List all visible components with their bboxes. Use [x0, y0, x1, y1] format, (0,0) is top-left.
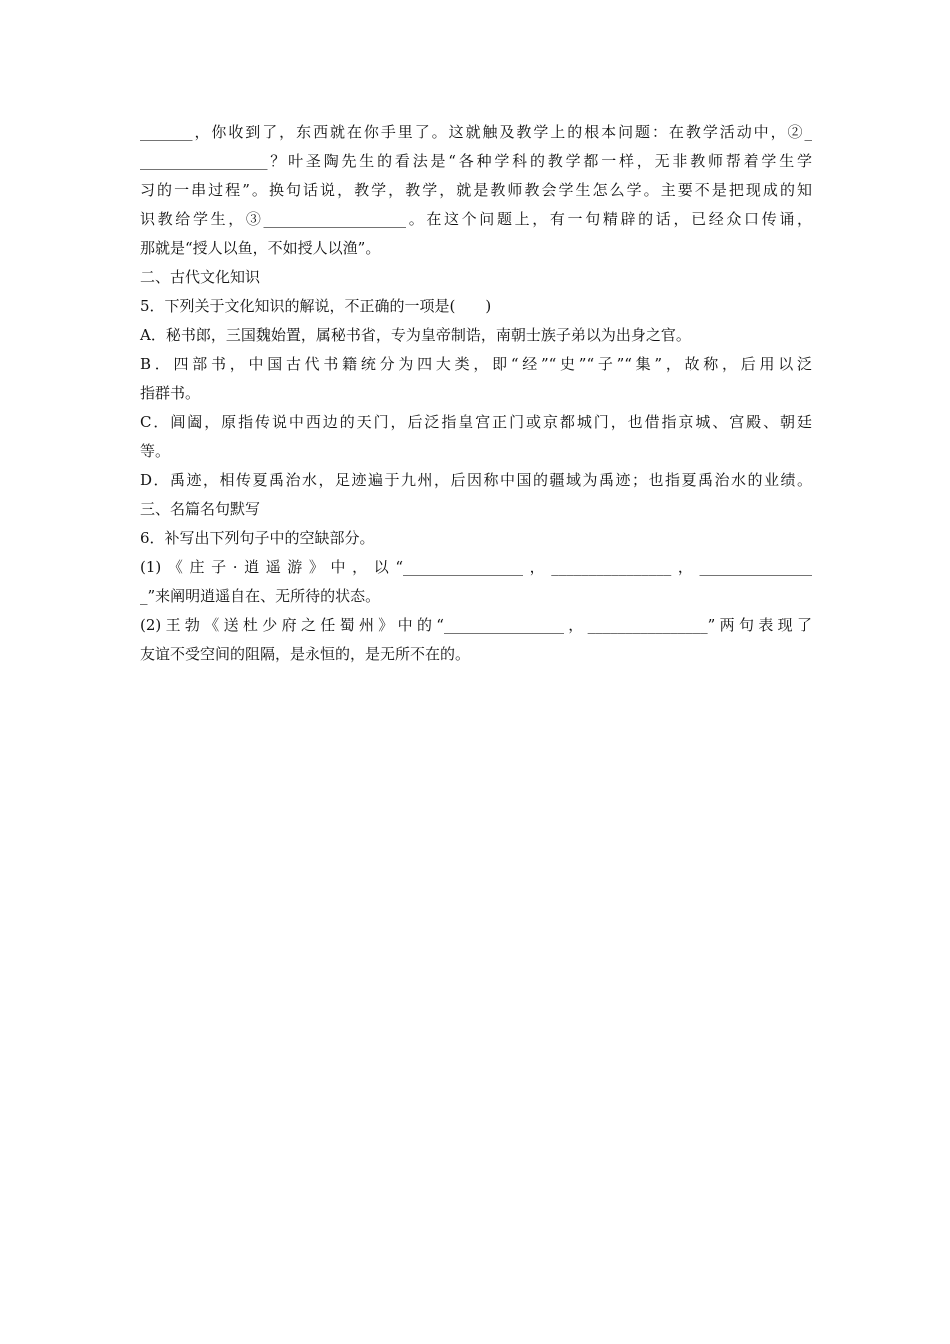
paragraph-line-3: 习的一串过程”。换句话说，教学，教学，就是教师教会学生怎么学。主要不是把现成的知	[140, 181, 812, 199]
option-d: D．禹迹，相传夏禹治水，足迹遍于九州，后因称中国的疆域为禹迹；也指夏禹治水的业绩。	[140, 471, 812, 489]
section-heading-dictation: 三、名篇名句默写	[140, 500, 261, 518]
paragraph-line-2: _________________？叶圣陶先生的看法是“各种学科的教学都一样，无非教师帮着学生学	[140, 152, 812, 170]
paragraph-line-1: _______，你收到了，东西就在你手里了。这就触及教学上的根本问题：在教学活动中，②_	[140, 123, 812, 141]
option-b-line-1: B．四部书，中国古代书籍统分为四大类，即“经”“史”“子”“集”，故称，后用以泛	[140, 355, 812, 373]
section-heading-culture: 二、古代文化知识	[140, 268, 261, 286]
question-6-item-1-line-1: (1)《庄子·逍遥游》中，以“________________，________________，_______________	[140, 558, 812, 576]
question-6-stem: 6．补写出下列句子中的空缺部分。	[140, 529, 375, 547]
option-a: A．秘书郎，三国魏始置，属秘书省，专为皇帝制诰，南朝士族子弟以为出身之官。	[140, 326, 691, 344]
option-b-line-2: 指群书。	[140, 384, 201, 402]
option-c-line-2: 等。	[140, 442, 171, 460]
question-6-item-2-line-2: 友谊不受空间的阻隔，是永恒的，是无所不在的。	[140, 645, 471, 663]
question-6-item-2-line-1: (2)王勃《送杜少府之任蜀州》中的“________________，________________”两句表现了	[140, 616, 812, 634]
option-c-line-1: C．阊阖，原指传说中西边的天门，后泛指皇宫正门或京都城门，也借指京城、宫殿、朝廷	[140, 413, 812, 431]
paragraph-line-5: 那就是“授人以鱼，不如授人以渔”。	[140, 239, 381, 257]
document-page	[140, 118, 812, 669]
question-6-item-1-line-2: _”来阐明逍遥自在、无所待的状态。	[140, 587, 381, 605]
paragraph-line-4: 识教给学生，③___________________。在这个问题上，有一句精辟的话，已经众口传诵，	[140, 210, 812, 228]
question-5-stem: 5．下列关于文化知识的解说，不正确的一项是( )	[140, 297, 492, 315]
